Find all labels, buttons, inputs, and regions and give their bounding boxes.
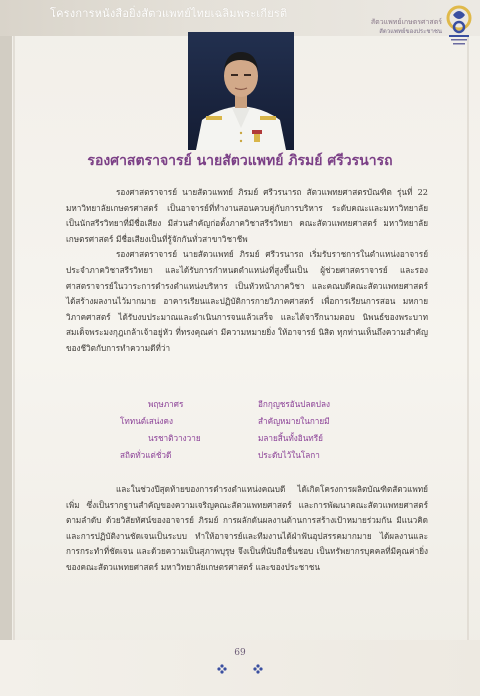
header-subtitle-1: สัตวแพทย์เกษตรศาสตร์ [370,18,442,26]
poem-stanza [110,397,370,469]
paragraph-2 [66,247,428,356]
poem-line-1a: พฤษภาศร [148,399,184,409]
poem-line-4a: สถิตทั่วแต่ชั่วดี [120,450,172,460]
page-footer [0,640,480,696]
paragraph-3 [66,482,428,576]
paragraph-3-text: และในช่วงปีสุดท้ายของการดำรงตำแหน่งคณบดี ได้เกิดโครงการผลิตบัณฑิตสัตวแพทย์เพิ่ม ซึ่งเป็นรากฐานสำคัญของความเจริญคณะสัตวแพทยศาสตร์ และการพัฒนาคณะสัตวแพทยศาสตร์ ตามลำดับ ด้วยวิสัยทัศน์ของอาจารย์ ภิรมย์ การผลักดันผลงานด้านการสร้างเป้าหมายร่วมกัน มีแนวคิด และการปฏิบัติงานชัดเจนเป็นระบบ ทำให้อาจารย์และทีมงานได้ฝ่าฟันอุปสรรคมากมาย ได้ผลงานและการกระทำที่ชัดเจน และด้วยความเป็นสุภาพบุรุษ จึงเป็นที่นับถือชื่นชอบ เป็นทรัพยากรบุคคลที่มีคุณค่ายิ่ง ของคณะสัตวแพทยศาสตร์ มหาวิทยาลัยเกษตรศาสตร์ และของประชาชน [66,484,428,572]
portrait-photo [188,32,294,150]
page-number: 69 [234,648,246,658]
header-title: โครงการหนังสือยิ่งสัตวแพทย์ไทยเฉลิมพระเกียรติ [50,7,288,20]
header-subtitle-2: สัตวแพทย์ของประชาชน [379,28,442,35]
closing-text [66,482,428,576]
page-header [0,0,480,36]
poem-line-3a: นรชาติวางวาย [148,433,201,443]
paragraph-1-text: รองศาสตราจารย์ นายสัตวแพทย์ ภิรมย์ ศรีวรนารถ สัตวแพทยศาสตรบัณฑิต รุ่นที่ 22 มหาวิทยาลัยเกษตรศาสตร์ เป็นอาจารย์ที่ทำงานสอนควบคู่กับการบริหาร ระดับคณะและมหาวิทยาลัย เป็นนักสรีรวิทยาที่มีชื่อเสียง มีส่วนสำคัญก่อตั้งภาควิชาสรีรวิทยา คณะสัตวแพทยศาสตร์ มหาวิทยาลัยเกษตรศาสตร์ มีชื่อเสียงเป็นที่รู้จักกันทั่วสาขาวิชาชีพ [66,187,428,244]
poem-line-2a: โททนต์เสน่งคง [120,416,173,426]
poem-line-3b: มลายสิ้นทั้งอินทรีย์ [258,433,323,443]
anniversary-logo-icon [444,3,474,49]
profile-name: รองศาสตราจารย์ นายสัตวแพทย์ ภิรมย์ ศรีวรนารถ [87,153,393,169]
poem-line-4b: ประดับไว้ในโลกา [258,450,320,460]
footer-ornament-icon [214,662,266,676]
body-text [66,185,428,357]
paragraph-2-text: รองศาสตราจารย์ นายสัตวแพทย์ ภิรมย์ ศรีวรนารถ เริ่มรับราชการในตำแหน่งอาจารย์ประจำภาควิชาสรีรวิทยา และได้รับการกำหนดตำแหน่งที่สูงขึ้นเป็น ผู้ช่วยศาสตราจารย์ และรองศาสตราจารย์ในวาระการดำรงตำแหน่งบริหาร เป็นหัวหน้าภาควิชา และคณบดีคณะสัตวแพทยศาสตร์ ได้สร้างผลงานไว้มากมาย อาคารเรียนและปฏิบัติการกายวิภาคศาสตร์ เพื่อการเรียนการสอน มหกายวิภาคศาสตร์ ได้รับงบประมาณและดำเนินการจนแล้วเสร็จ และได้จารึกนามตอบ นิพนธ์ของพระบาทสมเด็จพระมงกุฎเกล้าเจ้าอยู่หัว ที่ทรงคุณค่า มีความหมายยิ่ง ให้อาจารย์ นิสิต ทุกท่านเห็นถึงความสำคัญของชีวิตกับการทำความดีที่ว่า [66,249,428,353]
poem-line-2b: สำคัญหมายในกายมี [258,416,330,426]
paragraph-1 [66,185,428,247]
poem-line-1b: อีกกุญชรอันปลดปลง [258,399,331,409]
